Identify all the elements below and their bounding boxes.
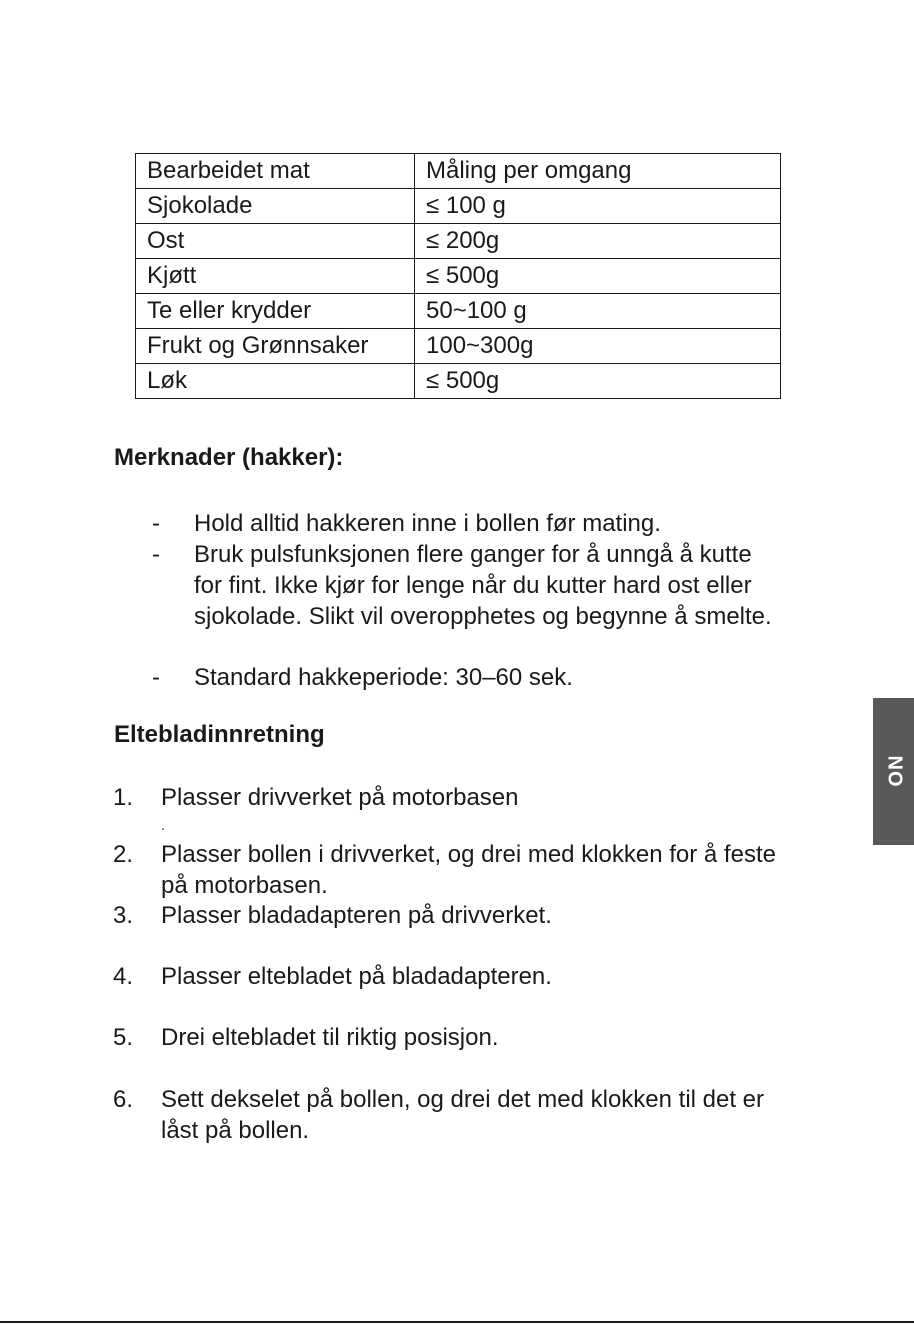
quantity-cell: 50~100 g — [415, 294, 781, 329]
table-row — [136, 294, 781, 329]
table-row — [136, 329, 781, 364]
language-tab-label: NO — [883, 755, 905, 788]
step-number: 4. — [113, 963, 134, 990]
food-quantity-table — [135, 153, 781, 399]
step-number: 3. — [113, 902, 134, 929]
step-number: 1. — [113, 784, 134, 811]
header-quantity: Måling per omgang — [415, 154, 781, 189]
bullet-dash: - — [152, 664, 160, 691]
food-cell: Sjokolade — [136, 189, 415, 224]
notes-heading: Merknader (hakker): — [114, 444, 344, 471]
quantity-cell: ≤ 500g — [415, 259, 781, 294]
table-row — [136, 364, 781, 399]
quantity-cell: ≤ 500g — [415, 364, 781, 399]
note-text: Bruk pulsfunksjonen flere ganger for å unngå å kutte for fint. Ikke kjør for lenge når du kutter hard ost eller sjokolade. Slikt vil overopphetes og begynne å smelte. — [194, 541, 772, 630]
step-text: Drei eltebladet til riktig posisjon. — [161, 1024, 499, 1051]
food-cell: Frukt og Grønnsaker — [136, 329, 415, 364]
table-row — [136, 224, 781, 259]
step-text: Plasser eltebladet på bladadapteren. — [161, 963, 552, 990]
kneading-heading: Eltebladinnretning — [114, 721, 325, 748]
food-cell: Kjøtt — [136, 259, 415, 294]
step-number: 6. — [113, 1086, 134, 1113]
quantity-cell: ≤ 200g — [415, 224, 781, 259]
step-text: Plasser bollen i drivverket, og drei med klokken for å feste på motorbasen. — [161, 841, 776, 899]
step-number: 5. — [113, 1024, 134, 1051]
header-food: Bearbeidet mat — [136, 154, 415, 189]
bottom-rule — [0, 1321, 914, 1323]
food-cell: Ost — [136, 224, 415, 259]
food-cell: Te eller krydder — [136, 294, 415, 329]
note-text: Standard hakkeperiode: 30–60 sek. — [194, 664, 573, 691]
table-row — [136, 189, 781, 224]
step-text: Plasser drivverket på motorbasen — [161, 784, 519, 811]
food-cell: Løk — [136, 364, 415, 399]
bullet-dash: - — [152, 541, 160, 568]
table-row — [136, 259, 781, 294]
table-header-row — [136, 154, 781, 189]
step-text: Plasser bladadapteren på drivverket. — [161, 902, 552, 929]
note-text: Hold alltid hakkeren inne i bollen før mating. — [194, 510, 661, 537]
step-number: 2. — [113, 841, 134, 868]
quantity-cell: 100~300g — [415, 329, 781, 364]
stray-dot: . — [161, 817, 165, 833]
language-tab — [873, 698, 914, 845]
bullet-dash: - — [152, 510, 160, 537]
step-text: Sett dekselet på bollen, og drei det med klokken til det er låst på bollen. — [161, 1086, 765, 1144]
quantity-cell: ≤ 100 g — [415, 189, 781, 224]
